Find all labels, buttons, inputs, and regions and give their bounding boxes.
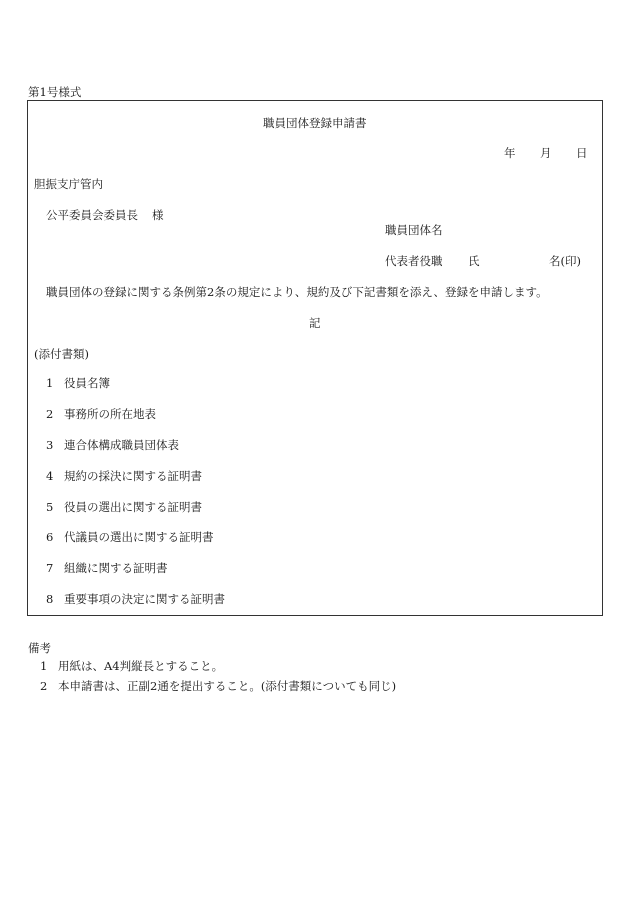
attachment-item: 役員名簿 (64, 376, 110, 390)
remark-item: 用紙は、A4判縦長とすること。 (58, 659, 224, 673)
attachment-item: 連合体構成職員団体表 (64, 438, 179, 452)
remark-number: 1 (40, 659, 48, 673)
remark-item: 本申請書は、正副2通を提出すること。(添付書類についても同じ) (58, 679, 397, 693)
date-month-label: 月 (540, 146, 552, 160)
attachment-item: 代議員の選出に関する証明書 (64, 530, 214, 544)
attachment-number: 1 (46, 376, 54, 390)
attachment-number: 5 (46, 500, 54, 514)
attachment-item: 役員の選出に関する証明書 (64, 500, 202, 514)
attachments-heading: (添付書類) (34, 347, 89, 361)
date-day-label: 日 (576, 146, 588, 160)
attachment-item: 事務所の所在地表 (64, 407, 156, 421)
attachment-item: 組織に関する証明書 (64, 561, 168, 575)
note-heading: 記 (309, 316, 321, 330)
attachment-number: 4 (46, 469, 54, 483)
attachment-number: 6 (46, 530, 54, 544)
representative-seal-label: 名(印) (549, 254, 581, 268)
attachment-item: 規約の採決に関する証明書 (64, 469, 202, 483)
representative-label: 代表者役職 (385, 254, 443, 268)
remarks-heading: 備考 (28, 641, 51, 655)
form-number: 第1号様式 (28, 85, 82, 99)
attachment-number: 2 (46, 407, 54, 421)
representative-surname-label: 氏 (468, 254, 480, 268)
attachment-item: 重要事項の決定に関する証明書 (64, 592, 225, 606)
application-body-text: 職員団体の登録に関する条例第2条の規定により、規約及び下記書類を添え、登録を申請します。 (46, 285, 548, 299)
attachment-number: 7 (46, 561, 54, 575)
remark-number: 2 (40, 679, 48, 693)
attachment-number: 3 (46, 438, 54, 452)
form-title: 職員団体登録申請書 (263, 116, 367, 130)
addressee-name: 公平委員会委員長 (46, 208, 138, 222)
date-year-label: 年 (504, 146, 516, 160)
attachment-number: 8 (46, 592, 54, 606)
organization-label: 職員団体名 (385, 223, 443, 237)
addressee-honorific: 様 (152, 208, 164, 222)
jurisdiction: 胆振支庁管内 (34, 177, 103, 191)
